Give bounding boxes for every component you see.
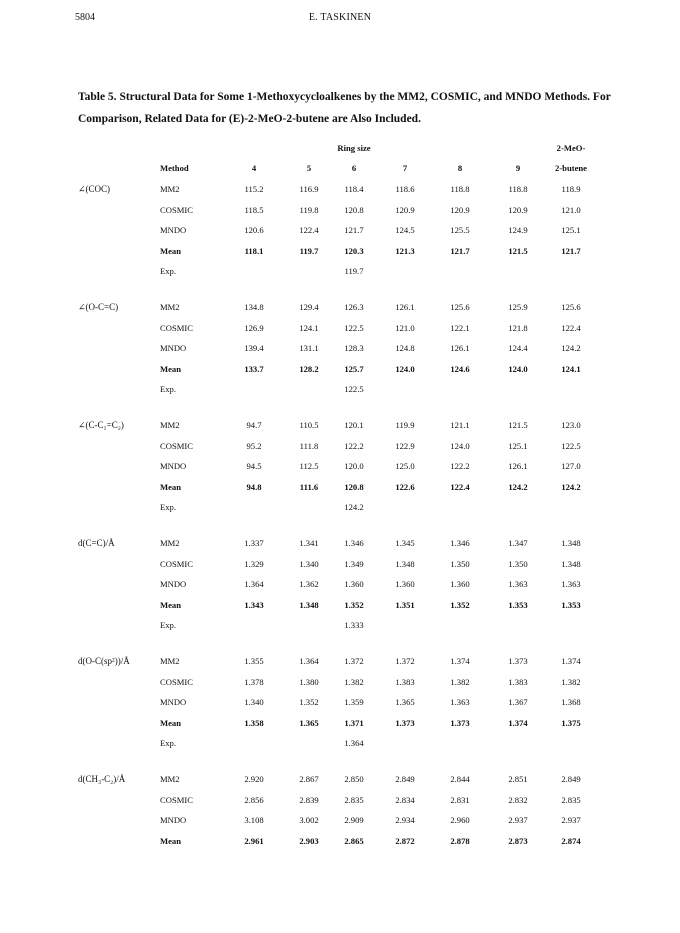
table-cell: 125.0	[395, 461, 415, 472]
table-cell: 121.1	[450, 420, 470, 430]
table-cell: 2.849	[395, 774, 415, 784]
ring-size-header: Ring size	[337, 143, 371, 153]
method-label: Exp.	[160, 738, 176, 749]
method-label: MNDO	[160, 697, 187, 708]
table-cell: 110.5	[299, 420, 319, 430]
table-cell: 119.9	[395, 420, 415, 430]
method-label: Mean	[160, 245, 182, 256]
property-label: ∠(C-C₁=C₂)	[78, 420, 124, 430]
table-cell: 1.375	[561, 717, 581, 728]
table-cell: 1.348	[561, 538, 581, 548]
table-cell: 120.8	[344, 481, 364, 492]
property-label: d(CH₃-C₂)/Å	[78, 774, 126, 784]
method-label: Mean	[160, 481, 182, 492]
table-cell: 121.5	[508, 245, 528, 256]
table-cell: 2.903	[299, 835, 319, 846]
table-cell: 2.850	[344, 774, 364, 784]
table-cell: 2.872	[395, 835, 415, 846]
table-cell: 1.367	[508, 697, 528, 708]
table-cell: 1.348	[561, 558, 581, 569]
table-cell: 1.346	[344, 538, 364, 548]
table-cell: 1.352	[344, 599, 364, 610]
table-cell: 120.0	[344, 461, 364, 472]
property-label: ∠(COC)	[78, 184, 111, 194]
table-cell: 139.4	[244, 343, 264, 354]
table-cell: 2.867	[299, 774, 319, 784]
table-cell: 2.873	[508, 835, 528, 846]
table-cell: 1.350	[508, 558, 528, 569]
table-cell: 122.5	[561, 440, 581, 451]
table-cell: 1.363	[561, 579, 581, 590]
table-cell: 1.348	[299, 599, 319, 610]
table-cell: 124.2	[508, 481, 528, 492]
table-cell: 1.333	[344, 620, 364, 631]
column-header-5: 5	[306, 163, 312, 173]
table-cell: 3.002	[299, 815, 319, 826]
table-cell: 1.383	[395, 676, 415, 687]
table-cell: 2.960	[450, 815, 470, 826]
method-label: MNDO	[160, 343, 187, 354]
table-cell: 118.4	[344, 184, 364, 194]
table-cell: 124.2	[561, 343, 581, 354]
table-cell: 124.2	[561, 481, 581, 492]
table-cell: 94.8	[246, 481, 262, 492]
method-label: COSMIC	[160, 676, 193, 687]
table-cell: 121.0	[561, 204, 581, 215]
table-cell: 120.6	[244, 225, 264, 236]
table-cell: 126.3	[344, 302, 364, 312]
table-cell: 1.360	[450, 579, 470, 590]
table-cell: 122.5	[344, 384, 364, 395]
table-cell: 1.374	[561, 656, 581, 666]
method-label: MM2	[160, 420, 180, 430]
table-cell: 1.349	[344, 558, 364, 569]
table-cell: 124.0	[395, 363, 415, 374]
table-cell: 1.365	[395, 697, 415, 708]
table-cell: 1.382	[344, 676, 364, 687]
table-cell: 122.6	[395, 481, 415, 492]
table-cell: 1.383	[508, 676, 528, 687]
table-cell: 118.8	[508, 184, 528, 194]
method-label: Mean	[160, 363, 182, 374]
table-cell: 125.9	[508, 302, 528, 312]
table-cell: 123.0	[561, 420, 581, 430]
table-cell: 1.382	[450, 676, 470, 687]
method-label: Mean	[160, 835, 182, 846]
table-cell: 1.351	[395, 599, 415, 610]
table-cell: 1.350	[450, 558, 470, 569]
running-author: E. TASKINEN	[308, 12, 372, 23]
property-label: d(C=C)/Å	[78, 538, 115, 548]
table-cell: 1.363	[508, 579, 528, 590]
table-label: Table 5.	[78, 91, 117, 103]
table-cell: 121.7	[450, 245, 470, 256]
table-cell: 1.359	[344, 697, 364, 708]
table-cell: 1.348	[395, 558, 415, 569]
table-cell: 119.7	[344, 266, 364, 277]
table-cell: 2.937	[508, 815, 528, 826]
method-label: MNDO	[160, 815, 187, 826]
table-cell: 122.4	[450, 481, 470, 492]
page-number: 5804	[75, 12, 95, 23]
table-cell: 2.831	[450, 794, 470, 805]
table-cell: 2.865	[344, 835, 364, 846]
table-cell: 1.353	[561, 599, 581, 610]
method-label: MM2	[160, 302, 180, 312]
table-cell: 124.1	[561, 363, 581, 374]
table-cell: 126.1	[450, 343, 470, 354]
table-cell: 1.372	[395, 656, 415, 666]
method-label: MNDO	[160, 579, 187, 590]
table-cell: 124.0	[508, 363, 528, 374]
table-cell: 2.937	[561, 815, 581, 826]
table-cell: 127.0	[561, 461, 581, 472]
table-cell: 125.6	[450, 302, 470, 312]
table-cell: 119.7	[299, 245, 319, 256]
table-cell: 125.7	[344, 363, 364, 374]
table-cell: 1.352	[299, 697, 319, 708]
method-label: Mean	[160, 599, 182, 610]
table-cell: 1.364	[344, 738, 364, 749]
table-cell: 121.7	[344, 225, 364, 236]
method-label: MM2	[160, 656, 180, 666]
table-cell: 2.839	[299, 794, 319, 805]
table-cell: 1.373	[508, 656, 528, 666]
table-cell: 1.355	[244, 656, 264, 666]
table-cell: 133.7	[244, 363, 264, 374]
table-cell: 2.920	[244, 774, 264, 784]
table-cell: 1.364	[299, 656, 319, 666]
table-cell: 121.3	[395, 245, 415, 256]
table-cell: 1.374	[508, 717, 528, 728]
column-header-9: 9	[515, 163, 521, 173]
table-cell: 120.9	[508, 204, 528, 215]
table-cell: 121.7	[561, 245, 581, 256]
method-label: MM2	[160, 184, 180, 194]
table-cell: 134.8	[244, 302, 264, 312]
table-cell: 118.9	[561, 184, 581, 194]
column-header-7: 7	[402, 163, 408, 173]
table-cell: 125.5	[450, 225, 470, 236]
property-label: d(O-C(sp²))/Å	[78, 656, 130, 666]
method-label: COSMIC	[160, 204, 193, 215]
table-cell: 1.343	[244, 599, 264, 610]
table-cell: 1.364	[244, 579, 264, 590]
method-label: COSMIC	[160, 558, 193, 569]
table-cell: 1.360	[395, 579, 415, 590]
table-cell: 128.3	[344, 343, 364, 354]
method-label: Exp.	[160, 266, 176, 277]
table-cell: 124.0	[450, 440, 470, 451]
table-cell: 1.353	[508, 599, 528, 610]
table-cell: 1.346	[450, 538, 470, 548]
table-cell: 1.352	[450, 599, 470, 610]
method-label: Exp.	[160, 384, 176, 395]
table-cell: 94.5	[246, 461, 262, 472]
table-cell: 112.5	[299, 461, 319, 472]
table-cell: 3.108	[244, 815, 264, 826]
table-cell: 125.6	[561, 302, 581, 312]
method-label: MNDO	[160, 225, 187, 236]
table-cell: 2.834	[395, 794, 415, 805]
table-cell: 125.1	[561, 225, 581, 236]
table-cell: 121.8	[508, 322, 528, 333]
table-cell: 1.362	[299, 579, 319, 590]
table-cell: 1.358	[244, 717, 264, 728]
table-cell: 122.4	[561, 322, 581, 333]
table-cell: 118.8	[450, 184, 470, 194]
table-cell: 1.340	[244, 697, 264, 708]
table-cell: 1.365	[299, 717, 319, 728]
table-cell: 2.856	[244, 794, 264, 805]
table-cell: 1.360	[344, 579, 364, 590]
table-cell: 1.373	[450, 717, 470, 728]
table-cell: 2.832	[508, 794, 528, 805]
table-cell: 124.8	[395, 343, 415, 354]
table-cell: 1.345	[395, 538, 415, 548]
table-cell: 1.368	[561, 697, 581, 708]
table-cell: 120.9	[450, 204, 470, 215]
table-cell: 124.5	[395, 225, 415, 236]
table-cell: 126.1	[395, 302, 415, 312]
table-cell: 119.8	[299, 204, 319, 215]
table-cell: 1.373	[395, 717, 415, 728]
table-cell: 118.1	[244, 245, 264, 256]
method-label: MNDO	[160, 461, 187, 472]
table-cell: 1.341	[299, 538, 319, 548]
column-header-4: 4	[251, 163, 257, 173]
extra-column-header-line2: 2-butene	[555, 163, 587, 173]
table-cell: 1.329	[244, 558, 264, 569]
table-cell: 1.372	[344, 656, 364, 666]
method-label: MM2	[160, 538, 180, 548]
column-header-8: 8	[457, 163, 463, 173]
table-cell: 2.851	[508, 774, 528, 784]
table-cell: 120.9	[395, 204, 415, 215]
table-cell: 2.844	[450, 774, 470, 784]
method-label: MM2	[160, 774, 180, 784]
table-cell: 120.8	[344, 204, 364, 215]
table-cell: 95.2	[246, 440, 262, 451]
table-cell: 122.9	[395, 440, 415, 451]
table-cell: 2.878	[450, 835, 470, 846]
table-cell: 2.961	[244, 835, 264, 846]
table-cell: 1.340	[299, 558, 319, 569]
column-header-6: 6	[351, 163, 357, 173]
table-cell: 2.835	[344, 794, 364, 805]
method-label: Mean	[160, 717, 182, 728]
table-cell: 122.4	[299, 225, 319, 236]
table-cell: 2.849	[561, 774, 581, 784]
method-label: COSMIC	[160, 440, 193, 451]
table-cell: 1.363	[450, 697, 470, 708]
table-cell: 124.6	[450, 363, 470, 374]
table-cell: 1.378	[244, 676, 264, 687]
table-cell: 121.0	[395, 322, 415, 333]
method-column-header: Method	[160, 163, 189, 173]
table-cell: 124.2	[344, 502, 364, 513]
table-cell: 2.835	[561, 794, 581, 805]
table-cell: 1.382	[561, 676, 581, 687]
table-cell: 122.1	[450, 322, 470, 333]
method-label: Exp.	[160, 620, 176, 631]
table-cell: 122.2	[344, 440, 364, 451]
table-cell: 118.6	[395, 184, 415, 194]
table-cell: 111.8	[299, 440, 319, 451]
property-label: ∠(O-C=C)	[78, 302, 119, 312]
table-cell: 122.5	[344, 322, 364, 333]
table-cell: 126.9	[244, 322, 264, 333]
method-label: Exp.	[160, 502, 176, 513]
method-label: COSMIC	[160, 322, 193, 333]
table-cell: 129.4	[299, 302, 319, 312]
table-cell: 120.1	[344, 420, 364, 430]
table-cell: 126.1	[508, 461, 528, 472]
table-cell: 118.5	[244, 204, 264, 215]
table-cell: 2.874	[561, 835, 581, 846]
table-cell: 1.347	[508, 538, 528, 548]
table-cell: 1.374	[450, 656, 470, 666]
table-cell: 116.9	[299, 184, 319, 194]
table-cell: 124.9	[508, 225, 528, 236]
table-cell: 2.934	[395, 815, 415, 826]
extra-column-header-line1: 2-MeO-	[556, 143, 586, 153]
table-caption-text: Structural Data for Some 1-Methoxycycloalkenes by the MM2, COSMIC, and MNDO Methods. For Comparison, Related Data for (E)-2-MeO-2-butene are Also Included.	[78, 91, 611, 125]
table-cell: 111.6	[299, 481, 319, 492]
table-cell: 1.337	[244, 538, 264, 548]
table-cell: 125.1	[508, 440, 528, 451]
table-cell: 1.371	[344, 717, 364, 728]
table-cell: 124.1	[299, 322, 319, 333]
table-cell: 122.2	[450, 461, 470, 472]
table-cell: 2.909	[344, 815, 364, 826]
table-cell: 115.2	[244, 184, 264, 194]
table-cell: 131.1	[299, 343, 319, 354]
method-label: COSMIC	[160, 794, 193, 805]
table-cell: 121.5	[508, 420, 528, 430]
table-cell: 94.7	[246, 420, 262, 430]
table-cell: 128.2	[299, 363, 319, 374]
table-cell: 120.3	[344, 245, 364, 256]
table-cell: 1.380	[299, 676, 319, 687]
table-cell: 124.4	[508, 343, 528, 354]
